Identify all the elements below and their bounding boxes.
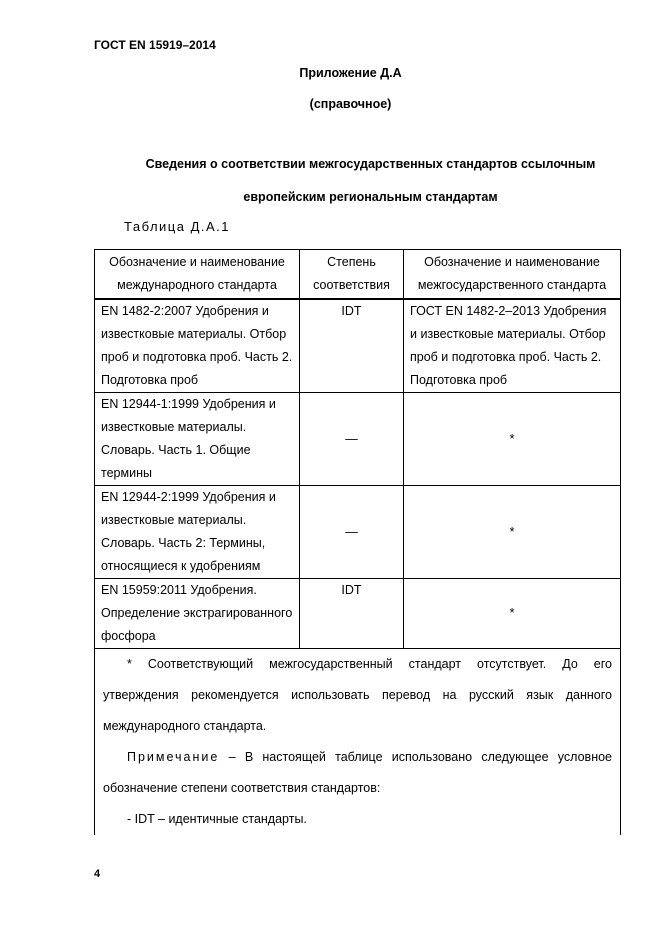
cell-international: EN 12944-1:1999 Удобрения и известковые материалы. Словарь. Часть 1. Общие термины [95, 393, 300, 486]
table-header-row [95, 250, 621, 300]
cell-interstate: * [404, 579, 621, 649]
correspondence-table [94, 249, 621, 835]
note-item: - IDT – идентичные стандарты. [127, 812, 307, 826]
note-paragraph [103, 742, 612, 804]
table-caption: Таблица Д.А.1 [124, 219, 231, 234]
table-row [95, 393, 621, 486]
table-row [95, 486, 621, 579]
appendix-title: Приложение Д.А [299, 66, 402, 80]
header-interstate: Обозначение и наименование межгосударственного стандарта [404, 250, 621, 300]
note-label: Примечание [127, 750, 220, 764]
section-title-line1: Сведения о соответствии межгосударственных стандартов ссылочным [145, 157, 596, 171]
table-footnote-row [95, 649, 621, 836]
header-international: Обозначение и наименование международного стандарта [95, 250, 300, 300]
page-number: 4 [94, 868, 101, 880]
cell-degree: — [300, 486, 404, 579]
footnote-text: * Соответствующий межгосударственный стандарт отсутствует. До его утверждения рекомендуется использовать перевод на русский язык данного международного стандарта. [103, 657, 612, 733]
appendix-kind: (справочное) [309, 97, 392, 111]
cell-interstate: * [404, 486, 621, 579]
note-text: – В настоящей таблице использовано следующее условное обозначение степени соответствия стандартов: [103, 750, 612, 795]
cell-international: EN 15959:2011 Удобрения. Определение экстрагированного фосфора [95, 579, 300, 649]
table-row [95, 299, 621, 393]
document-code: ГОСТ EN 15919–2014 [94, 38, 216, 52]
cell-interstate: ГОСТ EN 1482-2–2013 Удобрения и известковые материалы. Отбор проб и подготовка проб. Часть 2. Подготовка проб [404, 299, 621, 393]
cell-degree: IDT [300, 579, 404, 649]
cell-international: EN 12944-2:1999 Удобрения и известковые материалы. Словарь. Часть 2: Термины, относящиеся к удобрениям [95, 486, 300, 579]
cell-international: EN 1482-2:2007 Удобрения и известковые материалы. Отбор проб и подготовка проб. Часть 2. Подготовка проб [95, 299, 300, 393]
header-degree: Степень соответствия [300, 250, 404, 300]
cell-degree: — [300, 393, 404, 486]
section-title-line2: европейским региональным стандартам [243, 190, 498, 204]
table-row [95, 579, 621, 649]
cell-interstate: * [404, 393, 621, 486]
table-footnote-cell [95, 649, 621, 836]
cell-degree: IDT [300, 299, 404, 393]
